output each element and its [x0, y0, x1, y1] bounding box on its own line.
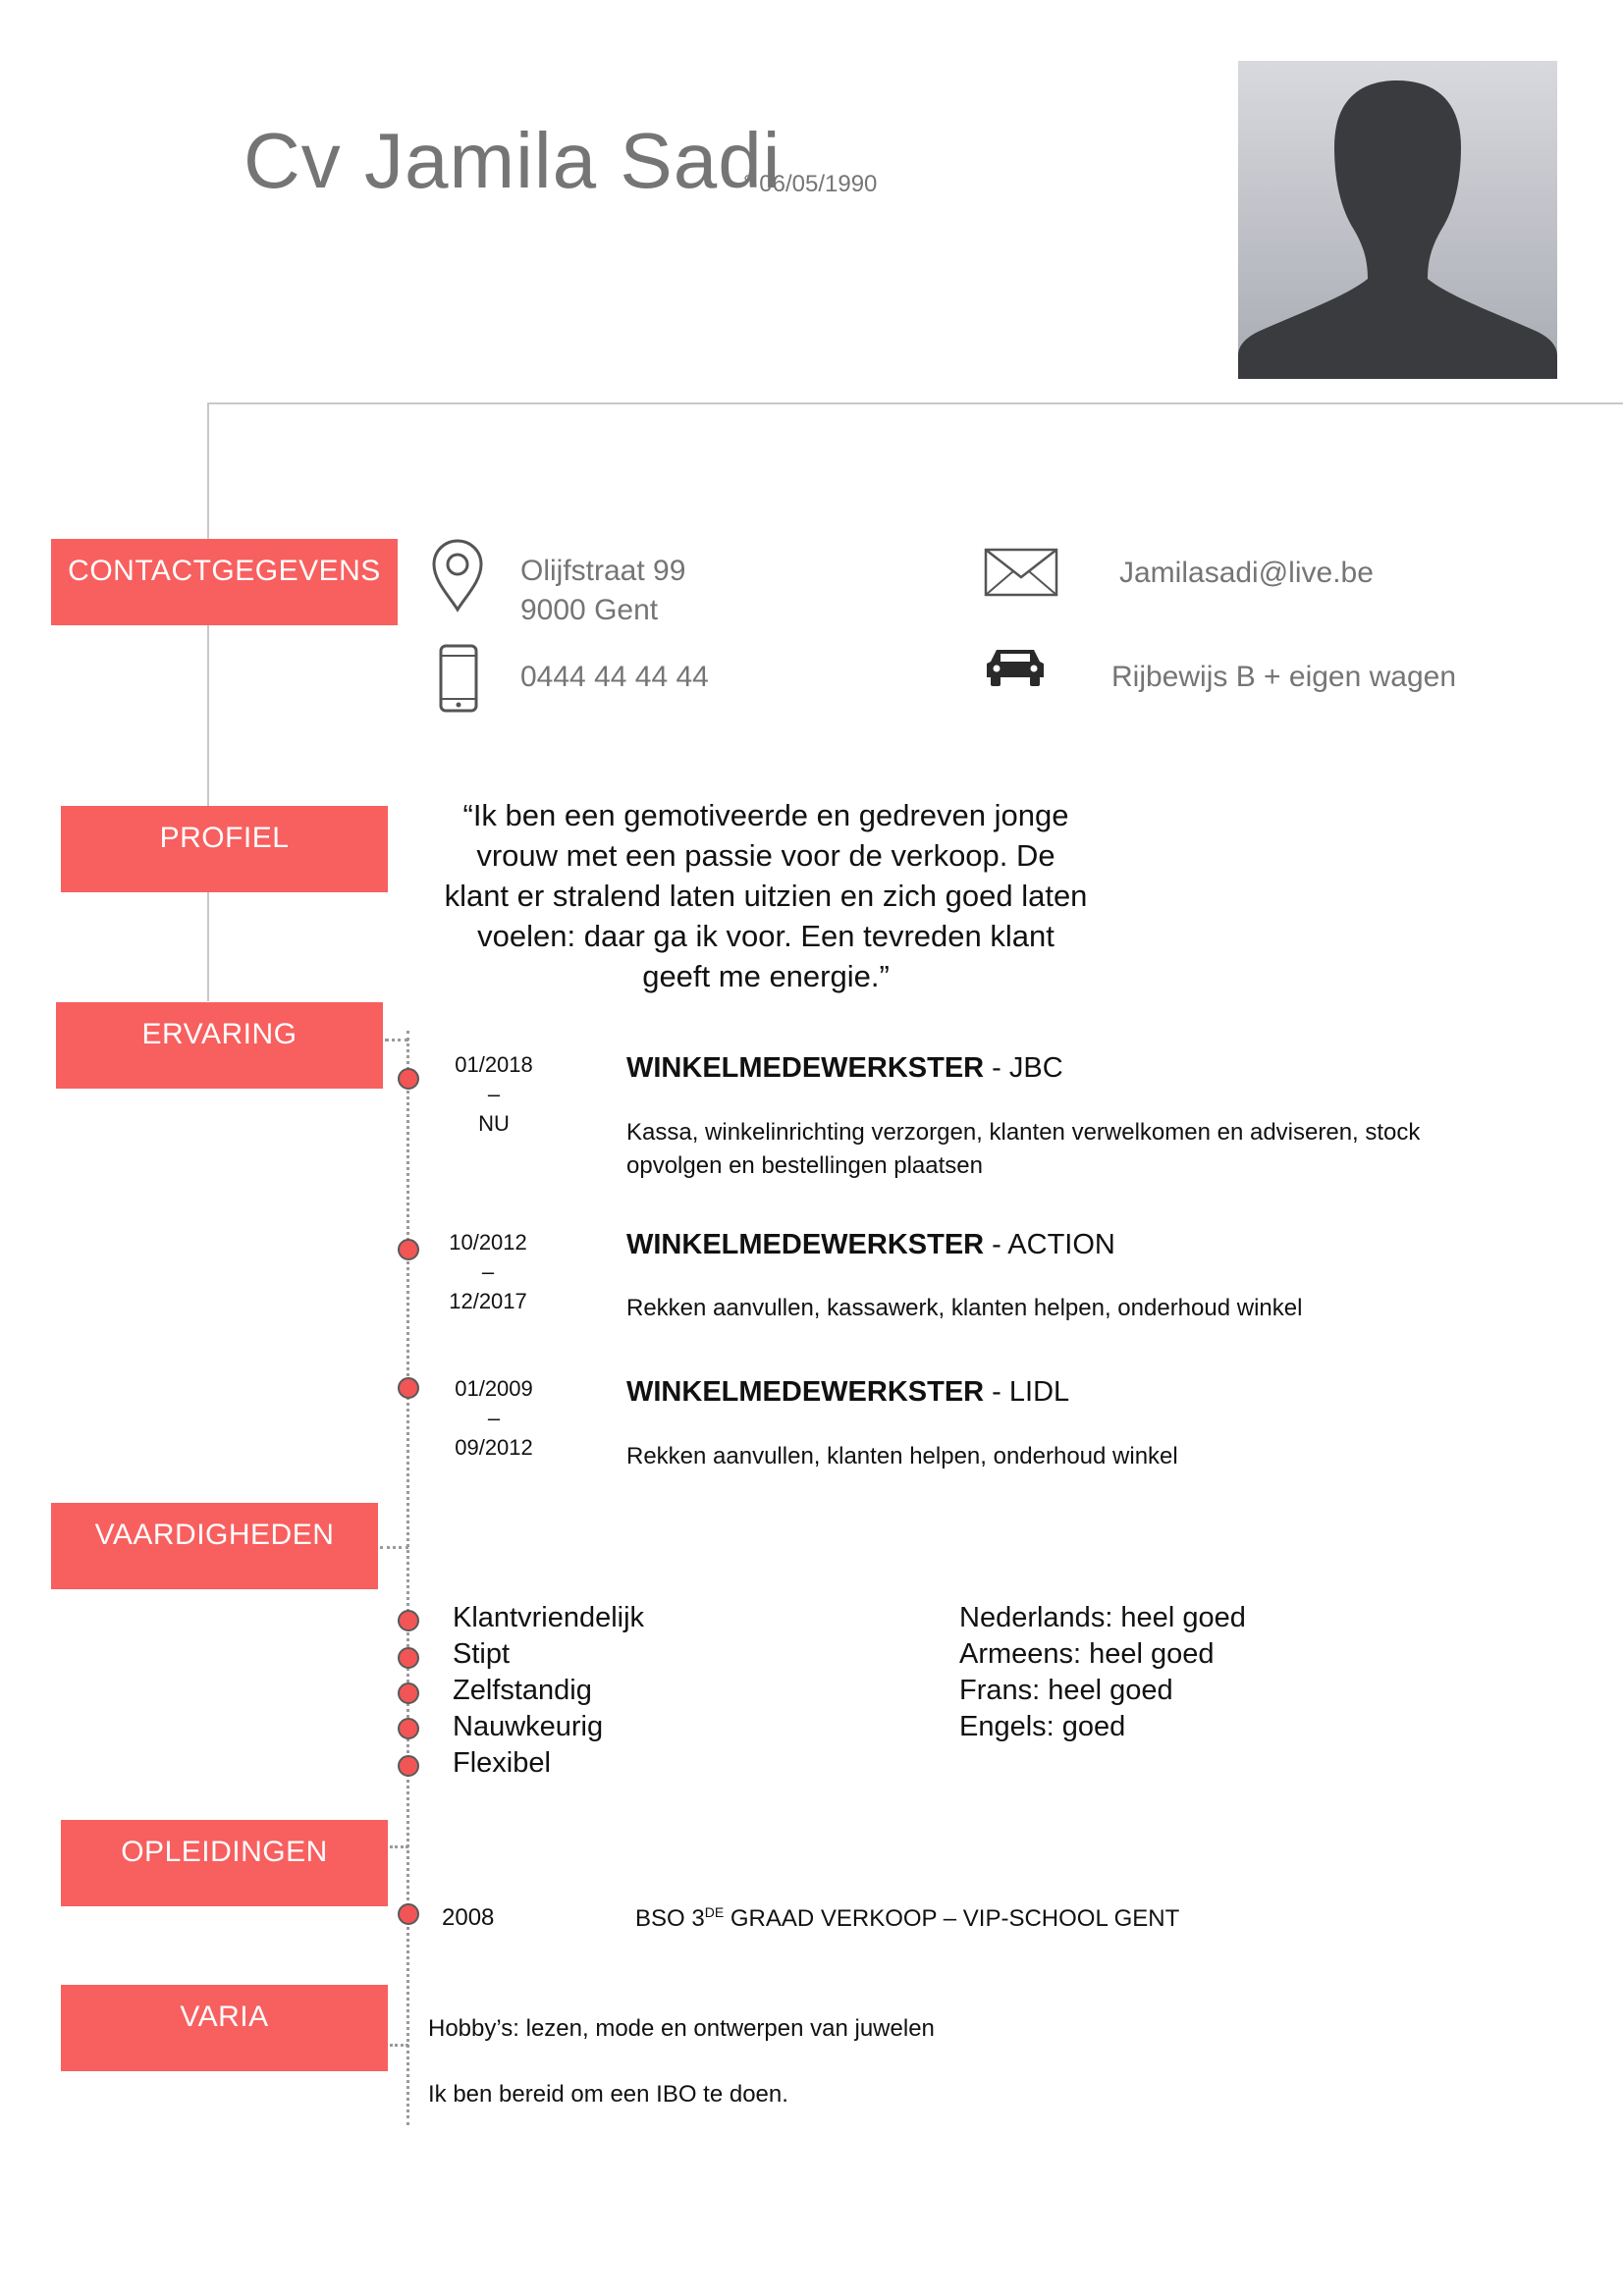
job-end: NU	[478, 1111, 510, 1136]
location-pin-icon	[430, 538, 485, 617]
job-description: Rekken aanvullen, klanten helpen, onderhoud winkel	[626, 1443, 1178, 1469]
section-experience: ERVARING	[56, 1002, 383, 1089]
driving-license: Rijbewijs B + eigen wagen	[1111, 661, 1457, 693]
connector	[385, 1039, 408, 1041]
language-item: Engels: goed	[959, 1711, 1126, 1742]
job-dates	[435, 1050, 553, 1139]
skill-item: Flexibel	[453, 1747, 551, 1779]
timeline-dot	[398, 1239, 419, 1260]
education-year: 2008	[442, 1904, 495, 1931]
skill-item: Klantvriendelijk	[453, 1602, 645, 1633]
section-misc: VARIA	[61, 1985, 388, 2071]
timeline-dot	[398, 1682, 419, 1704]
job-title	[626, 1376, 1069, 1409]
skills-list	[453, 1600, 644, 1782]
timeline-dot	[398, 1377, 419, 1399]
car-icon	[985, 644, 1046, 692]
language-item: Nederlands: heel goed	[959, 1602, 1246, 1633]
page-title: Cv Jamila Sadi	[243, 117, 782, 204]
job-dates	[429, 1228, 547, 1316]
languages-list	[959, 1600, 1246, 1745]
timeline-dot	[398, 1718, 419, 1739]
job-sep: –	[481, 1259, 495, 1284]
timeline-dot	[398, 1647, 419, 1669]
job-title	[626, 1229, 1115, 1261]
left-vertical-rule	[207, 402, 209, 1001]
job-start: 10/2012	[449, 1230, 527, 1255]
degree-superscript: DE	[704, 1904, 725, 1920]
timeline-dot	[398, 1755, 419, 1777]
header-divider	[207, 402, 1623, 404]
language-item: Frans: heel goed	[959, 1675, 1173, 1706]
mobile-phone-icon	[438, 643, 479, 719]
job-description: Rekken aanvullen, kassawerk, klanten helpen, onderhoud winkel	[626, 1295, 1303, 1321]
job-sep: –	[487, 1406, 501, 1430]
address-line1: Olijfstraat 99	[520, 555, 686, 587]
job-role: WINKELMEDEWERKSTER	[626, 1376, 985, 1408]
degree-prefix: BSO 3	[635, 1905, 705, 1932]
section-skills: VAARDIGHEDEN	[51, 1503, 378, 1589]
degree-suffix: GRAAD VERKOOP – VIP-SCHOOL GENT	[724, 1905, 1180, 1932]
section-education: OPLEIDINGEN	[61, 1820, 388, 1906]
timeline-dot	[398, 1068, 419, 1090]
education-degree	[635, 1904, 1179, 1933]
hobbies: Hobby’s: lezen, mode en ontwerpen van juwelen	[428, 2015, 935, 2042]
job-title	[626, 1052, 1063, 1085]
profile-photo	[1238, 61, 1557, 379]
job-end: 09/2012	[455, 1435, 533, 1460]
profile-quote: “Ik ben een gemotiveerde en gedreven jonge vrouw met een passie voor de verkoop. De klant er stralend laten uitzien en zich goed laten voelen: daar ga ik voor. Een tevreden klant geeft me energie.”	[444, 798, 1088, 993]
language-item: Armeens: heel goed	[959, 1638, 1215, 1670]
envelope-icon	[984, 548, 1058, 602]
connector	[380, 1546, 408, 1549]
timeline-dot	[398, 1903, 419, 1925]
job-dates	[435, 1374, 553, 1463]
ibo-note: Ik ben bereid om een IBO te doen.	[428, 2081, 788, 2108]
address-line2: 9000 Gent	[520, 594, 659, 626]
job-end: 12/2017	[449, 1289, 527, 1313]
job-start: 01/2009	[455, 1376, 533, 1401]
timeline-line	[406, 1031, 409, 2125]
skill-item: Nauwkeurig	[453, 1711, 604, 1742]
section-profile: PROFIEL	[61, 806, 388, 892]
job-start: 01/2018	[455, 1052, 533, 1077]
job-sep: –	[487, 1082, 501, 1106]
phone-number: 0444 44 44 44	[520, 661, 709, 693]
skill-item: Stipt	[453, 1638, 511, 1670]
section-contact: CONTACTGEGEVENS	[51, 539, 398, 625]
job-company: - LIDL	[984, 1376, 1070, 1408]
timeline-dot	[398, 1610, 419, 1631]
skill-item: Zelfstandig	[453, 1675, 592, 1706]
job-company: - ACTION	[984, 1229, 1115, 1260]
job-company: - JBC	[984, 1052, 1063, 1084]
job-description: Kassa, winkelinrichting verzorgen, klanten verwelkomen en adviseren, stock opvolgen en bestellingen plaatsen	[626, 1119, 1421, 1179]
connector	[390, 2044, 408, 2047]
job-role: WINKELMEDEWERKSTER	[626, 1229, 985, 1260]
job-role: WINKELMEDEWERKSTER	[626, 1052, 985, 1084]
email-address: Jamilasadi@live.be	[1119, 557, 1374, 589]
birthdate: ° 06/05/1990	[743, 171, 878, 197]
connector	[390, 1845, 408, 1848]
